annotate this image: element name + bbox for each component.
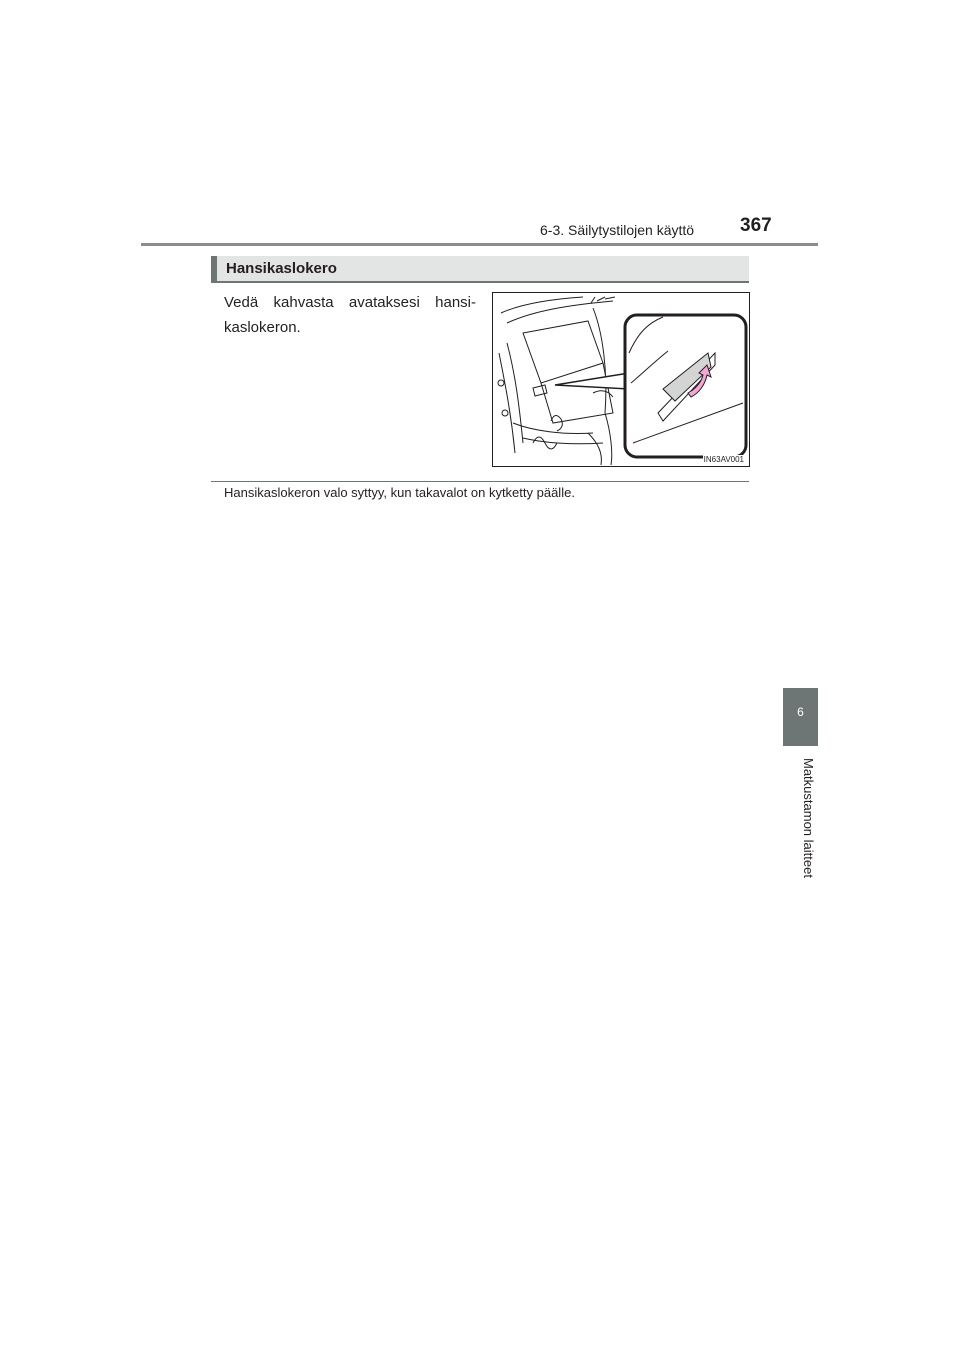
running-header: 6-3. Säilytystilojen käyttö bbox=[540, 222, 695, 238]
chapter-number: 6 bbox=[797, 705, 804, 719]
header-rule bbox=[141, 243, 818, 246]
instruction-text: Vedä kahvasta avataksesi hansi-kaslokeron. bbox=[224, 294, 476, 336]
page-number: 367 bbox=[740, 215, 772, 236]
glovebox-illustration bbox=[492, 292, 750, 467]
dashboard-drawing bbox=[493, 293, 749, 466]
section-heading-accent bbox=[211, 256, 217, 281]
section-heading-bar bbox=[211, 256, 749, 283]
image-code: IN63AV001 bbox=[703, 455, 744, 464]
chapter-tab bbox=[783, 688, 818, 746]
chapter-label: Matkustamon laitteet bbox=[801, 758, 816, 878]
note-rule bbox=[211, 481, 749, 482]
note-text: Hansikaslokeron valo syttyy, kun takavalot on kytketty päälle. bbox=[224, 485, 575, 500]
section-title: Hansikaslokero bbox=[226, 260, 337, 277]
